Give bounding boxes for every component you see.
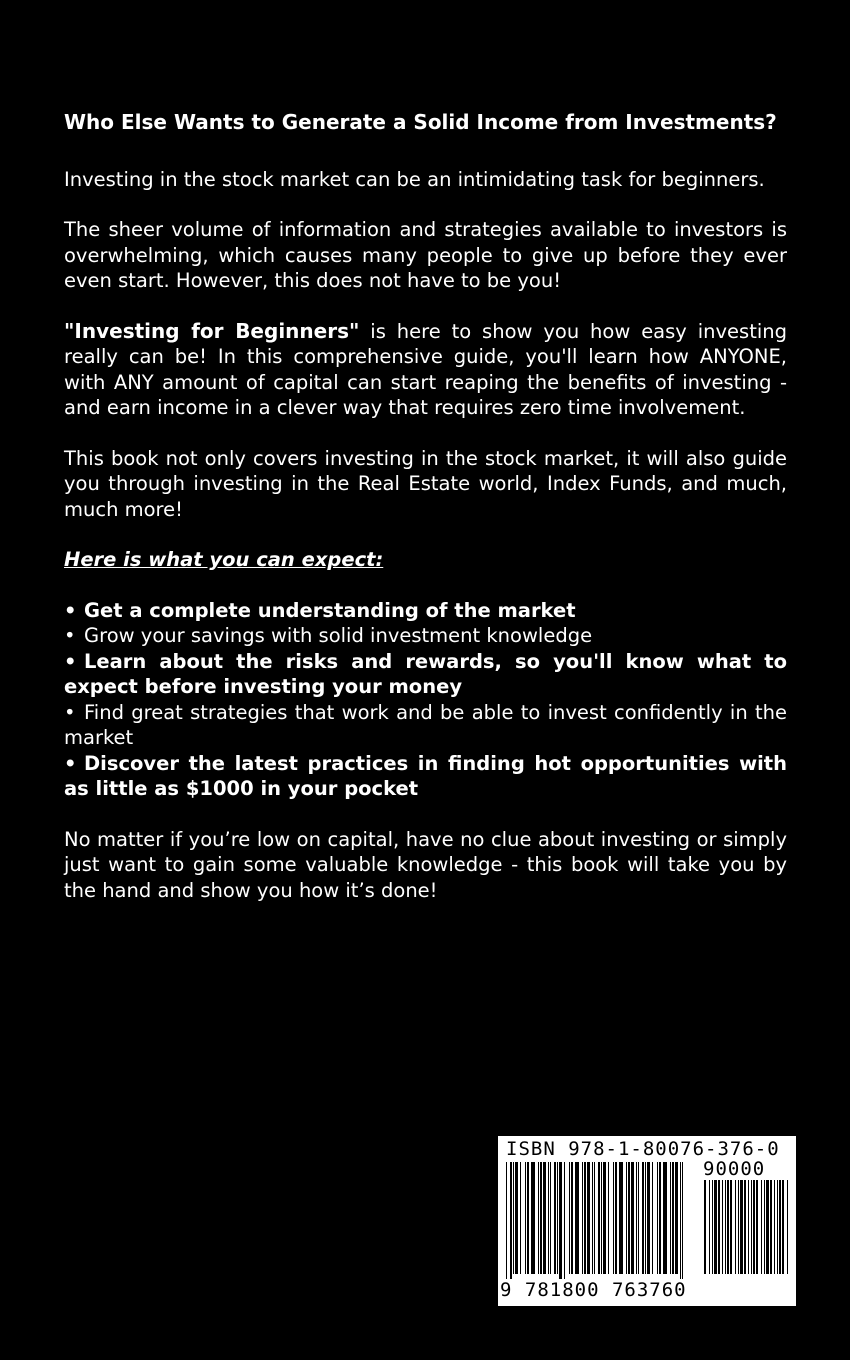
isbn-label: ISBN 978-1-80076-376-0	[506, 1138, 780, 1160]
closing-paragraph: No matter if you’re low on capital, have no clue about investing or simply just want to gain some valuable knowledge - this book will take you by the hand and show you how it’s done!	[64, 827, 787, 902]
intro-paragraph: Investing in the stock market can be an intimidating task for beginners.	[64, 167, 765, 191]
list-item: • Discover the latest practices in finding hot opportunities with as little as $1000 in your pocket	[64, 751, 787, 800]
barcode-bars-icon	[506, 1162, 686, 1284]
bullet-icon: •	[64, 649, 77, 673]
list-item: • Find great strategies that work and be able to invest confidently in the market	[64, 700, 787, 749]
bullet-icon: •	[64, 624, 76, 647]
list-item: • Grow your savings with solid investment knowledge	[64, 624, 593, 647]
guide-text: is here to show you how easy investing really can be! In this comprehensive guide, you'll learn how ANYONE, with ANY amount of capital can start reaping the benefits of investing - and earn income in a clever way that requires zero time involvement.	[64, 319, 787, 419]
back-cover-text	[64, 110, 787, 903]
coverage-paragraph: This book not only covers investing in the stock market, it will also guide you through investing in the Real Estate world, Index Funds, and much, much more!	[64, 446, 787, 521]
list-item: • Learn about the risks and rewards, so you'll know what to expect before investing your money	[64, 649, 787, 698]
headline: Who Else Wants to Generate a Solid Income from Investments?	[64, 110, 777, 134]
guide-paragraph	[64, 319, 787, 421]
expect-heading: Here is what you can expect:	[64, 548, 384, 571]
bullet-icon: •	[64, 598, 77, 622]
ean-number: 9 781800 763760	[500, 1279, 687, 1301]
bullet-icon: •	[64, 700, 76, 724]
list-item: • Get a complete understanding of the market	[64, 598, 576, 622]
price-code: 90000	[703, 1158, 766, 1180]
price-barcode-icon	[704, 1180, 788, 1284]
isbn-barcode	[498, 1136, 796, 1306]
overwhelm-paragraph: The sheer volume of information and strategies available to investors is overwhelming, which causes many people to give up before they ever even start. However, this does not have to be you!	[64, 218, 787, 292]
book-title: "Investing for Beginners"	[64, 318, 360, 343]
bullet-icon: •	[64, 751, 77, 775]
benefit-list	[64, 598, 787, 802]
